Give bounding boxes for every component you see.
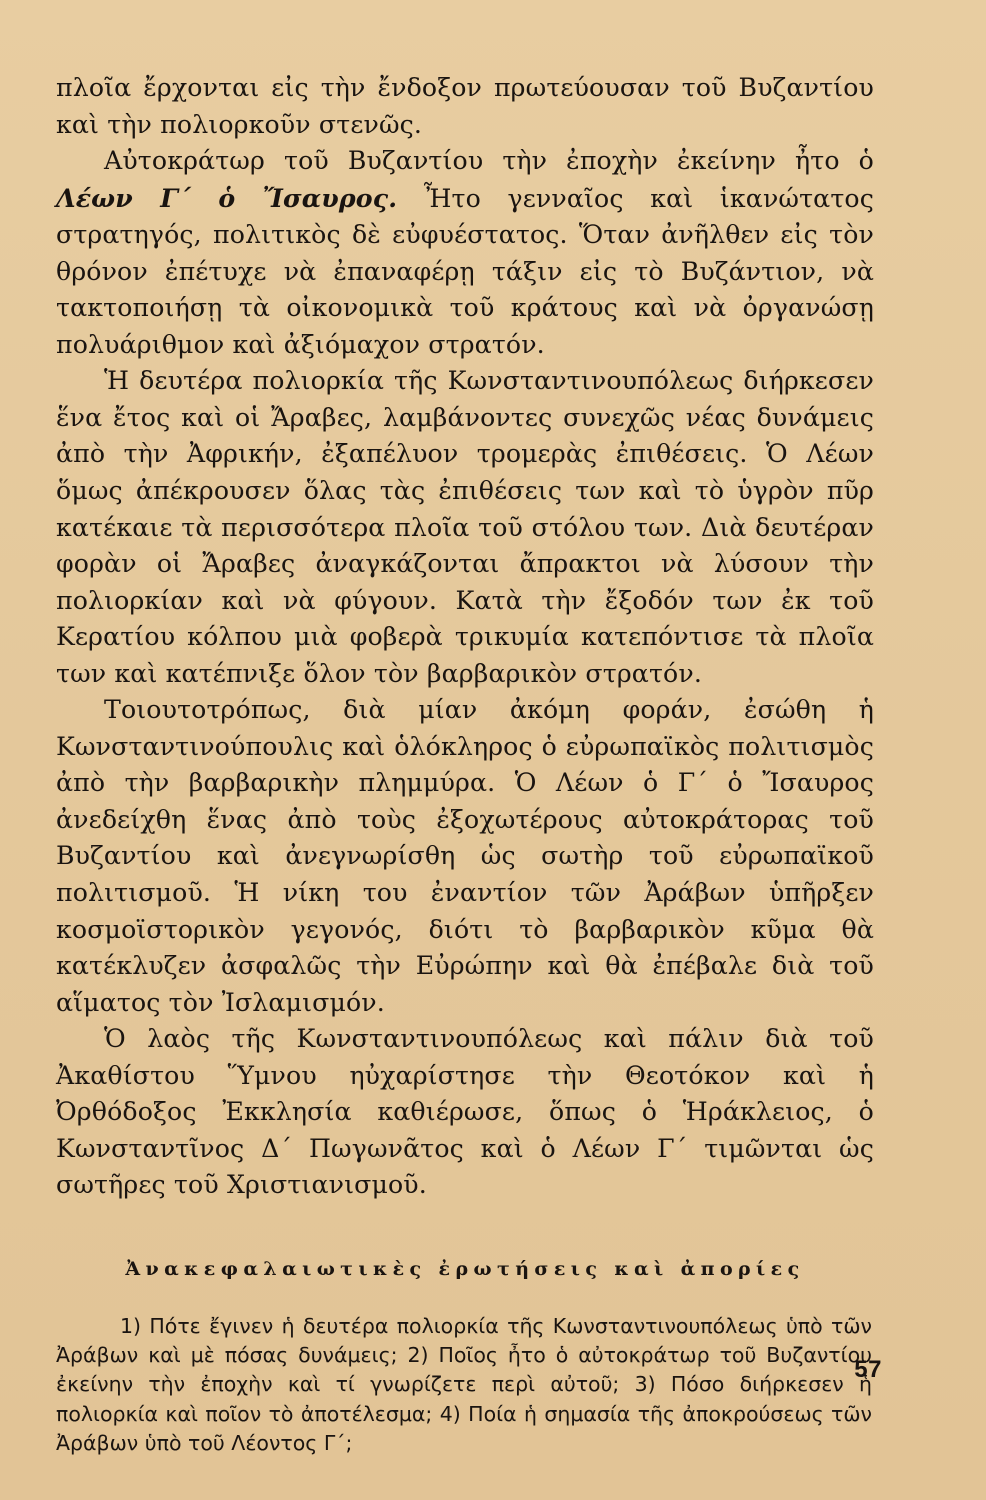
paragraph-4 [56, 692, 874, 1021]
body-text [56, 70, 874, 1204]
page-number: 57 [854, 1356, 882, 1383]
emperor-name-emphasis: Λέων Γ΄ ὁ Ἴσαυρος. [56, 182, 398, 213]
paragraph-2-text-start: Αὐτοκράτωρ τοῦ Βυζαντίου τὴν ἐποχὴν ἐκείνην ἦτο ὁ [104, 146, 874, 176]
paragraph-3-text: Ἡ δευτέρα πολιορκία τῆς Κωνσταντινουπόλεως διήρκεσεν ἕνα ἔτος καὶ οἱ Ἄραβες, λαμβάνοντες συνεχῶς νέας δυνάμεις ἀπὸ τὴν Ἀφρικήν, ἐξαπέλυον τρομερὰς ἐπιθέσεις. Ὁ Λέων ὅμως ἀπέκρουσεν ὅλας τὰς ἐπιθέσεις των καὶ τὸ ὑγρὸν πῦρ κατέκαιε τὰ περισσότερα πλοῖα τοῦ στόλου των. Διὰ δευτέραν φορὰν οἱ Ἄραβες ἀναγκάζονται ἄπρακτοι νὰ λύσουν τὴν πολιορκίαν καὶ νὰ φύγουν. Κατὰ τὴν ἔξοδόν των ἐκ τοῦ Κερατίου κόλπου μιὰ φοβερὰ τρικυμία κατεπόντισε τὰ πλοῖα των καὶ κατέπνιξε ὅλον τὸν βαρβαρικὸν στρατόν. [56, 366, 874, 688]
review-questions-text: 1) Πότε ἔγινεν ἡ δευτέρα πολιορκία τῆς Κωνσταντινουπόλεως ὑπὸ τῶν Ἀράβων καὶ μὲ πόσας δυνάμεις; 2) Ποῖος ἦτο ὁ αὐτοκράτωρ τοῦ Βυζαντίου ἐκείνην τὴν ἐποχὴν καὶ τί γνωρίζετε περὶ αὐτοῦ; 3) Πόσο διήρκεσεν ἡ πολιορκία καὶ ποῖον τὸ ἀποτέλεσμα; 4) Ποία ἡ σημασία τῆς ἀποκρούσεως τῶν Ἀράβων ὑπὸ τοῦ Λέοντος Γ΄; [56, 1313, 872, 1455]
paragraph-5-text: Ὁ λαὸς τῆς Κωνσταντινουπόλεως καὶ πάλιν διὰ τοῦ Ἀκαθίστου Ὕμνου ηὐχαρίστησε τὴν Θεοτόκον καὶ ἡ Ὀρθόδοξος Ἐκκλησία καθιέρωσε, ὅπως ὁ Ἡράκλειος, ὁ Κωνσταντῖνος Δ΄ Πωγωνᾶτος καὶ ὁ Λέων Γ΄ τιμῶνται ὡς σωτῆρες τοῦ Χριστιανισμοῦ. [56, 1024, 874, 1200]
paragraph-2-text-end: Ἦτο γενναῖος καὶ ἱκανώτατος στρατηγός, πολιτικὸς δὲ εὐφυέστατος. Ὅταν ἀνῆλθεν εἰς τὸν θρόνον ἐπέτυχε νὰ ἐπαναφέρῃ τάξιν εἰς τὸ Βυζάντιον, νὰ τακτοποιήσῃ τὰ οἰκονομικὰ τοῦ κράτους καὶ νὰ ὀργανώσῃ πολυάριθμον καὶ ἀξιόμαχον στρατόν. [56, 183, 874, 359]
paragraph-5 [56, 1021, 874, 1204]
paragraph-2 [56, 143, 874, 363]
paragraph-1-text: πλοῖα ἔρχονται εἰς τὴν ἔνδοξον πρωτεύουσαν τοῦ Βυζαντίου καὶ τὴν πολιορκοῦν στενῶς. [56, 73, 874, 139]
paragraph-3 [56, 363, 874, 692]
paragraph-1 [56, 70, 874, 143]
review-questions-title: Ἀνακεφαλαιωτικὲς ἐρωτήσεις καὶ ἀπορίες [125, 1257, 805, 1280]
paragraph-4-text: Τοιουτοτρόπως, διὰ μίαν ἀκόμη φοράν, ἐσώθη ἡ Κωνσταντινούπουλις καὶ ὁλόκληρος ὁ εὐρωπαϊκὸς πολιτισμὸς ἀπὸ τὴν βαρβαρικὴν πλημμύρα. Ὁ Λέων ὁ Γ΄ ὁ Ἴσαυρος ἀνεδείχθη ἕνας ἀπὸ τοὺς ἐξοχωτέρους αὐτοκράτορας τοῦ Βυζαντίου καὶ ἀνεγνωρίσθη ὡς σωτὴρ τοῦ εὐρωπαϊκοῦ πολιτισμοῦ. Ἡ νίκη του ἐναντίον τῶν Ἀράβων ὑπῆρξεν κοσμοϊστορικὸν γεγονός, διότι τὸ βαρβαρικὸν κῦμα θὰ κατέκλυζεν ἀσφαλῶς τὴν Εὐρώπην καὶ θὰ ἐπέβαλε διὰ τοῦ αἵματος τὸν Ἰσλαμισμόν. [56, 695, 874, 1017]
